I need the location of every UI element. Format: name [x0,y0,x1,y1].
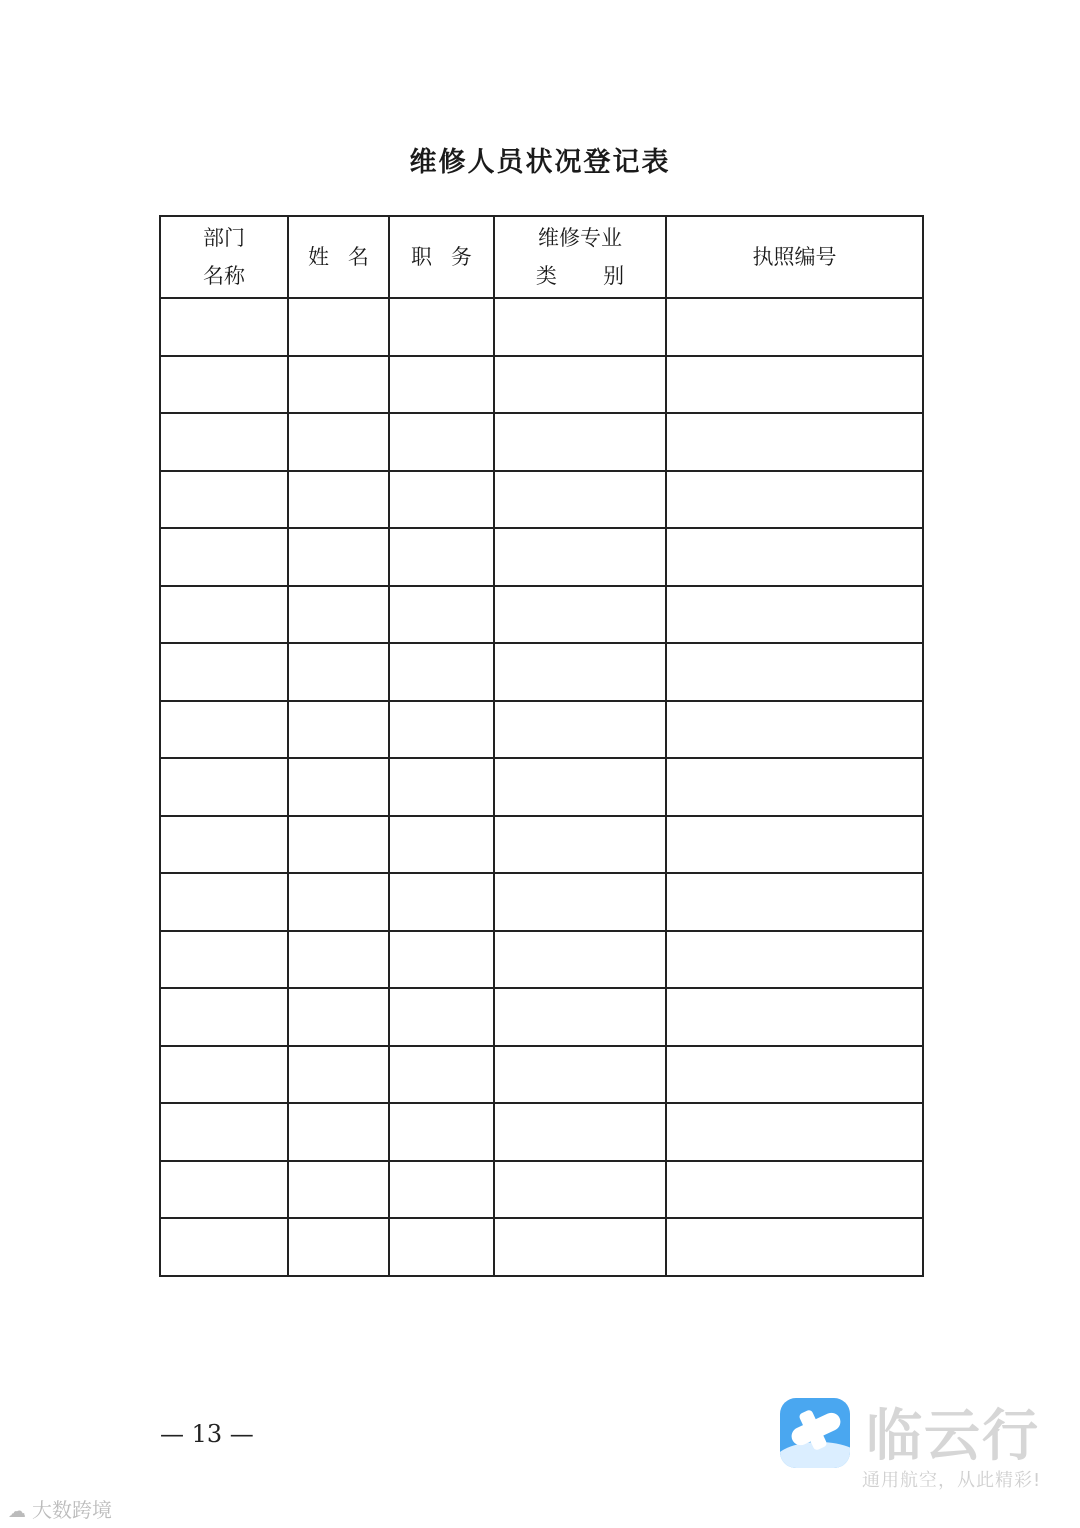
cell-license-number [666,356,923,414]
table-row [160,528,923,586]
cell-dept-name [160,873,288,931]
page-title: 维修人员状况登记表 [409,147,671,178]
cell-specialty [494,931,666,989]
header-specialty-line2: 类别 [535,264,671,288]
page-number: — 13 — [160,1420,254,1448]
cell-name [288,528,389,586]
cell-specialty [494,356,666,414]
cell-position [389,298,494,356]
cell-position [389,471,494,529]
table-row [160,1161,923,1219]
cell-name [288,298,389,356]
cell-specialty [494,1046,666,1104]
table-row [160,701,923,759]
cell-license-number [666,298,923,356]
cell-name [288,586,389,644]
cell-license-number [666,931,923,989]
cell-license-number [666,873,923,931]
cell-name [288,643,389,701]
table-row [160,586,923,644]
cell-position [389,1046,494,1104]
cell-position [389,816,494,874]
cell-license-number [666,1161,923,1219]
watermark-brand-name: 临云行 [866,1404,1040,1469]
cell-license-number [666,988,923,1046]
registration-table [159,215,924,1277]
header-position-label: 职务 [411,245,491,269]
cell-license-number [666,758,923,816]
cell-specialty [494,1103,666,1161]
cell-specialty [494,1218,666,1276]
table-row [160,931,923,989]
cell-license-number [666,413,923,471]
watermark-left [8,1494,112,1523]
cell-name [288,1103,389,1161]
cell-position [389,931,494,989]
cell-dept-name [160,471,288,529]
cell-dept-name [160,1218,288,1276]
airplane-app-icon [780,1398,850,1468]
cell-specialty [494,1161,666,1219]
cell-dept-name [160,988,288,1046]
header-specialty-line1: 维修专业 [538,226,622,250]
cell-specialty [494,758,666,816]
cell-dept-name [160,528,288,586]
cell-dept-name [160,1103,288,1161]
cell-position [389,528,494,586]
cell-position [389,873,494,931]
cell-license-number [666,586,923,644]
table-row [160,816,923,874]
cell-dept-name [160,1046,288,1104]
cell-name [288,758,389,816]
cell-dept-name [160,701,288,759]
cell-position [389,988,494,1046]
cell-position [389,1161,494,1219]
cell-license-number [666,471,923,529]
table-row [160,758,923,816]
cell-name [288,873,389,931]
cell-license-number [666,701,923,759]
cell-specialty [494,298,666,356]
cell-position [389,413,494,471]
cell-name [288,413,389,471]
cell-license-number [666,643,923,701]
cell-position [389,586,494,644]
cell-name [288,701,389,759]
cell-name [288,816,389,874]
table-row [160,298,923,356]
cell-specialty [494,413,666,471]
cell-license-number [666,816,923,874]
cell-position [389,1218,494,1276]
header-position [389,216,494,298]
header-name [288,216,389,298]
table-body [160,298,923,1276]
cell-license-number [666,1046,923,1104]
cell-specialty [494,528,666,586]
cell-dept-name [160,356,288,414]
cell-position [389,758,494,816]
cell-name [288,356,389,414]
cell-specialty [494,471,666,529]
cell-dept-name [160,413,288,471]
cell-dept-name [160,586,288,644]
cell-dept-name [160,1161,288,1219]
cell-name [288,931,389,989]
table-row [160,643,923,701]
cell-specialty [494,701,666,759]
header-dept-line1: 部门 [203,226,245,250]
cell-specialty [494,816,666,874]
table-row [160,1103,923,1161]
cell-dept-name [160,298,288,356]
cell-name [288,471,389,529]
cell-position [389,701,494,759]
header-license-number: 执照编号 [666,216,923,298]
cell-position [389,643,494,701]
cell-name [288,988,389,1046]
cell-dept-name [160,931,288,989]
table-row [160,1218,923,1276]
table-row [160,1046,923,1104]
cell-specialty [494,586,666,644]
table-row [160,988,923,1046]
cell-position [389,356,494,414]
cell-license-number [666,528,923,586]
cell-license-number [666,1218,923,1276]
cell-position [389,1103,494,1161]
cell-dept-name [160,643,288,701]
cell-name [288,1161,389,1219]
table-row [160,413,923,471]
header-name-label: 姓名 [308,245,388,269]
watermark-slogan: 通用航空，从此精彩! [862,1470,1042,1491]
cell-specialty [494,643,666,701]
table-row [160,873,923,931]
table-header-row [160,216,923,298]
cell-specialty [494,988,666,1046]
table-row [160,471,923,529]
cell-specialty [494,873,666,931]
link-cloud-icon: ☁ [8,1501,26,1522]
header-specialty [494,216,671,298]
header-dept-line2: 名称 [203,264,245,288]
cell-dept-name [160,758,288,816]
cell-dept-name [160,816,288,874]
cell-name [288,1218,389,1276]
watermark-left-text: 大数跨境 [32,1498,112,1522]
cell-license-number [666,1103,923,1161]
cell-name [288,1046,389,1104]
table-row [160,356,923,414]
header-dept-name [160,216,288,298]
